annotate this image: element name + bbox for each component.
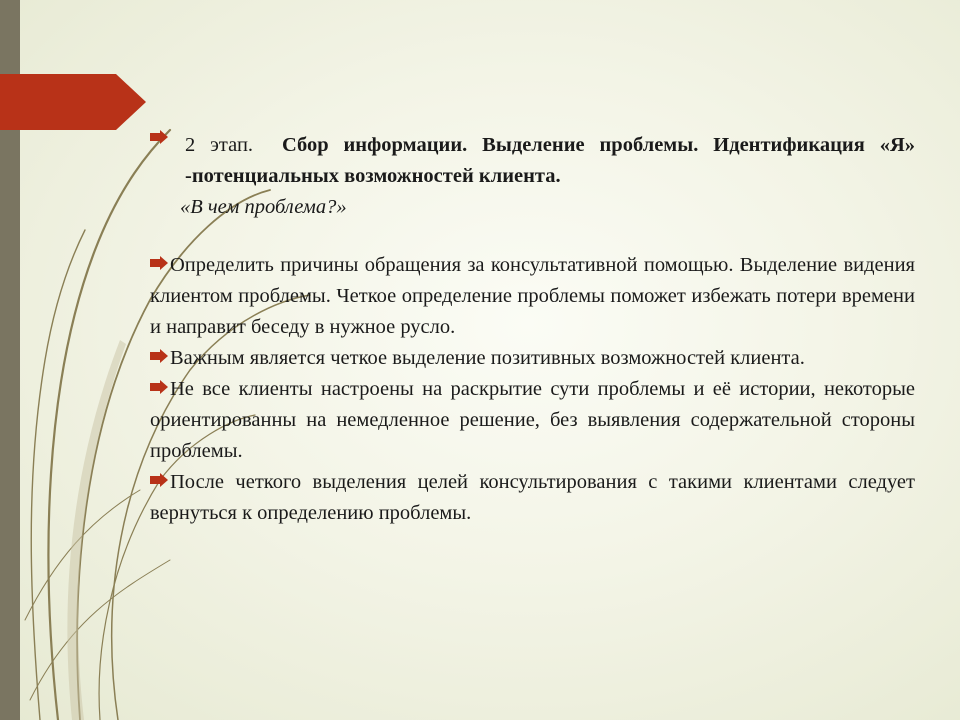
arrow-bullet-icon bbox=[150, 130, 168, 144]
arrow-bullet-icon bbox=[150, 380, 168, 394]
arrow-bullet-icon bbox=[150, 349, 168, 363]
bullet-list bbox=[150, 250, 915, 529]
accent-arrow-banner bbox=[0, 74, 146, 130]
list-item bbox=[150, 250, 915, 343]
question-text: «В чем проблема?» bbox=[180, 196, 347, 218]
list-item bbox=[150, 343, 915, 374]
list-item-text: Определить причины обращения за консультативной помощью. Выделение видения клиентом проблемы. Четкое определение проблемы поможет избежать потери времени и направит беседу в нужное русло. bbox=[150, 254, 915, 338]
stage-label: 2 этап. bbox=[185, 134, 254, 156]
arrow-bullet-icon bbox=[150, 256, 168, 270]
list-item-text: После четкого выделения целей консультирования с такими клиентами следует вернуться к определению проблемы. bbox=[150, 471, 915, 524]
list-item bbox=[150, 467, 915, 529]
list-item-text: Не все клиенты настроены на раскрытие сути проблемы и её истории, некоторые ориентированны на немедленное решение, без выявления содержательной стороны проблемы. bbox=[150, 378, 915, 462]
list-item-text: Важным является четкое выделение позитивных возможностей клиента. bbox=[170, 347, 805, 369]
arrow-bullet-icon bbox=[150, 473, 168, 487]
list-item bbox=[150, 374, 915, 467]
slide-heading bbox=[150, 130, 915, 192]
slide-content bbox=[150, 130, 915, 529]
heading-title: Сбор информации. Выделение проблемы. Идентификация «Я» -потенциальных возможностей клиента. bbox=[185, 134, 915, 187]
